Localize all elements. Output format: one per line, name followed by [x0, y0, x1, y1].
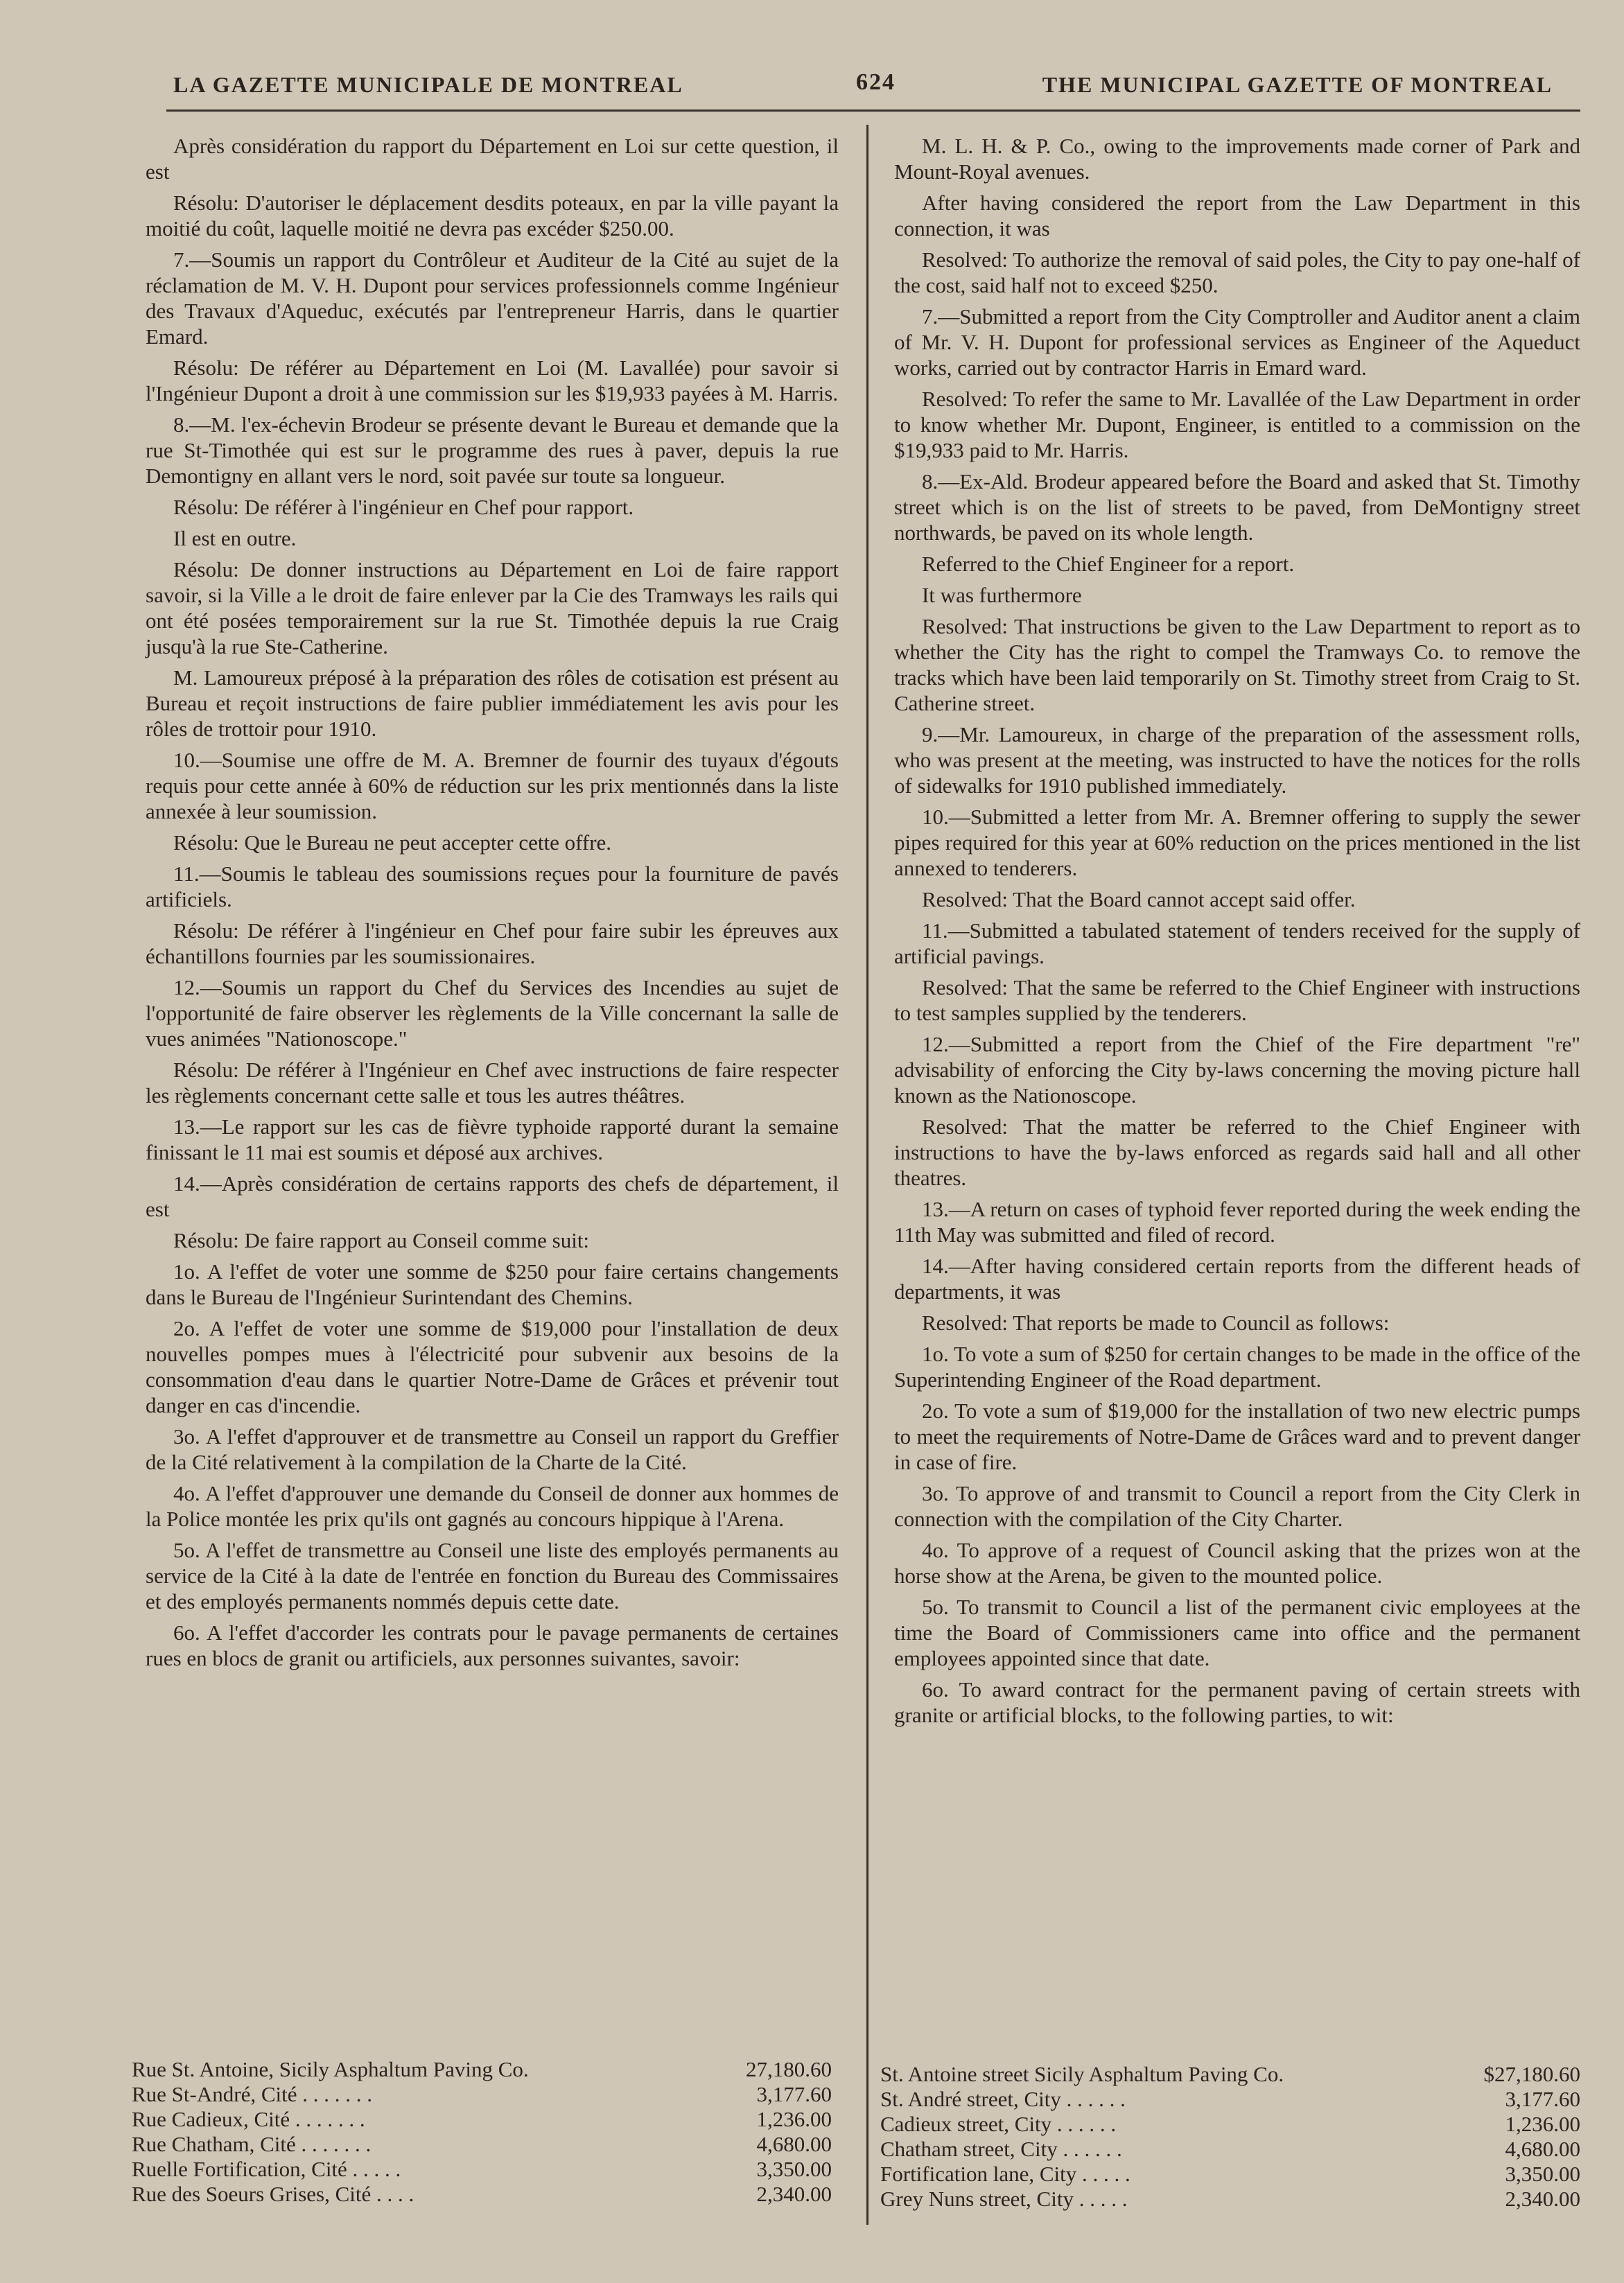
contract-amount: 1,236.00: [756, 2107, 832, 2131]
contract-amount: 27,180.60: [746, 2057, 832, 2081]
paragraph: 12.—Submitted a report from the Chief of the Fire department "re" advisability of enforcing the City by-laws concerning the moving picture hall known as the Nationoscope.: [894, 1032, 1580, 1108]
contract-row: [880, 2137, 1580, 2162]
paragraph: 13.—A return on cases of typhoid fever reported during the week ending the 11th May was submitted and filed of record.: [894, 1197, 1580, 1247]
english-column: [894, 133, 1580, 1733]
contract-row: [132, 2182, 832, 2207]
paragraph: 12.—Soumis un rapport du Chef du Services des Incendies au sujet de l'opportunité de faire observer les règlements de la Ville concernant la salle de vues animées "Nationoscope.": [146, 975, 839, 1051]
contract-row: [132, 2132, 832, 2157]
contract-street: Chatham street, City . . . . . .: [880, 2137, 1122, 2161]
paragraph: 5o. A l'effet de transmettre au Conseil une liste des employés permanents au service de la Cité à la date de l'entrée en fonction du Bureau des Commissaires et des employés permanents nommés depuis cette date.: [146, 1538, 839, 1613]
contract-amount: 2,340.00: [1505, 2187, 1580, 2211]
paragraph: 4o. To approve of a request of Council asking that the prizes won at the horse show at the Arena, be given to the mounted police.: [894, 1538, 1580, 1588]
paragraph: Résolu: D'autoriser le déplacement desdits poteaux, en par la ville payant la moitié du coût, laquelle moitié ne devra pas excéder $250.00.: [146, 191, 839, 240]
contract-row: [880, 2187, 1580, 2212]
paragraph: Résolu: De référer à l'Ingénieur en Chef avec instructions de faire respecter les règlements concernant cette salle et tous les autres théâtres.: [146, 1058, 839, 1108]
contract-street: St. André street, City . . . . . .: [880, 2087, 1126, 2111]
french-contracts-table: [132, 2057, 832, 2207]
paragraph: 4o. A l'effet d'approuver une demande du Conseil de donner aux hommes de la Police montée les prix qu'ils ont gagnés au concours hippique à l'Arena.: [146, 1481, 839, 1531]
paragraph: After having considered the report from the Law Department in this connection, it was: [894, 191, 1580, 240]
contract-street: Rue St-André, Cité . . . . . . .: [132, 2082, 372, 2106]
paragraph: 10.—Submitted a letter from Mr. A. Bremner offering to supply the sewer pipes required for this year at 60% reduction on the prices mentioned in the list annexed to tenderers.: [894, 805, 1580, 880]
page-number: 624: [856, 69, 896, 95]
paragraph: Resolved: That instructions be given to the Law Department to report as to whether the City has the right to compel the Tramways Co. to remove the tracks which have been laid temporarily on St. Timothy street from Craig to St. Catherine street.: [894, 614, 1580, 715]
paragraph: Resolved: To refer the same to Mr. Lavallée of the Law Department in order to know whether Mr. Dupont, Engineer, is entitled to a commission on the $19,933 paid to Mr. Harris.: [894, 387, 1580, 462]
contract-row: [880, 2162, 1580, 2187]
contract-street: Ruelle Fortification, Cité . . . . .: [132, 2157, 401, 2181]
contract-amount: 1,236.00: [1505, 2112, 1580, 2136]
english-contracts-table: [880, 2062, 1580, 2212]
paragraph: 14.—Après considération de certains rapports des chefs de département, il est: [146, 1171, 839, 1221]
paragraph: Resolved: That the Board cannot accept said offer.: [922, 887, 1356, 911]
paragraph: 2o. A l'effet de voter une somme de $19,000 pour l'installation de deux nouvelles pompes mues à l'électricité pour subvenir aux besoins de la consommation d'eau dans le quartier Notre-Dame de Grâces et prévenir tout danger en cas d'incendie.: [146, 1316, 839, 1417]
paragraph: 8.—Ex-Ald. Brodeur appeared before the Board and asked that St. Timothy street which is on the list of streets to be paved, from DeMontigny street northwards, be paved on its whole length.: [894, 469, 1580, 545]
contract-street: Cadieux street, City . . . . . .: [880, 2112, 1117, 2136]
paragraph: Referred to the Chief Engineer for a report.: [922, 552, 1295, 576]
contract-amount: 4,680.00: [756, 2132, 832, 2156]
contract-street: Grey Nuns street, City . . . . .: [880, 2187, 1128, 2211]
contract-amount: $27,180.60: [1483, 2062, 1580, 2086]
paragraph: 10.—Soumise une offre de M. A. Bremner de fournir des tuyaux d'égouts requis pour cette année à 60% de réduction sur les prix mentionnés dans la liste annexée à leur soumission.: [146, 748, 839, 823]
paragraph: 6o. A l'effet d'accorder les contrats pour le pavage permanents de certaines rues en blocs de granit ou artificiels, aux personnes suivantes, savoir:: [146, 1620, 839, 1670]
paragraph: Résolu: Que le Bureau ne peut accepter cette offre.: [173, 830, 612, 855]
contract-row: [132, 2082, 832, 2107]
contract-amount: 3,350.00: [1505, 2162, 1580, 2186]
contract-amount: 3,177.60: [756, 2082, 832, 2106]
header-french-title: LA GAZETTE MUNICIPALE DE MONTREAL: [173, 72, 683, 97]
paragraph: 3o. To approve of and transmit to Council a report from the City Clerk in connection with the compilation of the City Charter.: [894, 1481, 1580, 1531]
paragraph: Il est en outre.: [173, 526, 297, 550]
paragraph: 7.—Submitted a report from the City Comptroller and Auditor anent a claim of Mr. V. H. Dupont for professional services as Engineer of the Aqueduct works, carried out by contractor Harris in Emard ward.: [894, 304, 1580, 380]
paragraph: Résolu: De référer à l'ingénieur en Chef pour faire subir les épreuves aux échantillons fournies par les soumissionaires.: [146, 918, 839, 968]
header-rule: [166, 110, 1580, 112]
paragraph: 3o. A l'effet d'approuver et de transmettre au Conseil un rapport du Greffier de la Cité relativement à la compilation de la Charte de la Cité.: [146, 1424, 839, 1474]
paragraph: Résolu: De donner instructions au Département en Loi de faire rapport savoir, si la Ville a le droit de faire enlever par la Cie des Tramways les rails qui ont été posées temporairement sur la rue St. Timothée depuis la rue Craig jusqu'à la rue Ste-Catherine.: [146, 557, 839, 658]
paragraph: 5o. To transmit to Council a list of the permanent civic employees at the time the Board of Commissioners came into office and the permanent employees appointed since that date.: [894, 1595, 1580, 1670]
paragraph: 14.—After having considered certain reports from the different heads of departments, it was: [894, 1254, 1580, 1304]
paragraph: 11.—Soumis le tableau des soumissions reçues pour la fourniture de pavés artificiels.: [146, 861, 839, 911]
paragraph: 8.—M. l'ex-échevin Brodeur se présente devant le Bureau et demande que la rue St-Timothée qui est sur le programme des rues à paver, depuis la rue Demontigny en allant vers le nord, soit pavée sur toute sa longueur.: [146, 412, 839, 488]
contract-street: Rue des Soeurs Grises, Cité . . . .: [132, 2182, 414, 2206]
contract-amount: 2,340.00: [756, 2182, 832, 2206]
contract-row: [880, 2112, 1580, 2137]
contract-row: [132, 2107, 832, 2132]
paragraph: Resolved: That reports be made to Council as follows:: [922, 1311, 1390, 1335]
paragraph: Après considération du rapport du Département en Loi sur cette question, il est: [146, 134, 839, 184]
contract-row: [880, 2062, 1580, 2087]
contract-amount: 4,680.00: [1505, 2137, 1580, 2161]
contract-street: St. Antoine street Sicily Asphaltum Paving Co.: [880, 2062, 1284, 2086]
contract-row: [132, 2157, 832, 2182]
paragraph: 1o. To vote a sum of $250 for certain changes to be made in the office of the Superintending Engineer of the Road department.: [894, 1342, 1580, 1392]
contract-street: Rue St. Antoine, Sicily Asphaltum Paving Co.: [132, 2057, 529, 2081]
contract-amount: 3,350.00: [756, 2157, 832, 2181]
contract-street: Fortification lane, City . . . . .: [880, 2162, 1130, 2186]
contract-street: Rue Chatham, Cité . . . . . . .: [132, 2132, 372, 2156]
paragraph: 2o. To vote a sum of $19,000 for the installation of two new electric pumps to meet the requirements of Notre-Dame de Grâces ward and to prevent danger in case of fire.: [894, 1399, 1580, 1474]
paragraph: 6o. To award contract for the permanent paving of certain streets with granite or artificial blocks, to the following parties, to wit:: [894, 1677, 1580, 1727]
paragraph: Résolu: De référer au Département en Loi (M. Lavallée) pour savoir si l'Ingénieur Dupont a droit à une commission sur les $19,933 payées à M. Harris.: [146, 356, 839, 405]
paragraph: Resolved: To authorize the removal of said poles, the City to pay one-half of the cost, said half not to exceed $250.: [894, 247, 1580, 297]
column-divider: [866, 125, 868, 2225]
paragraph: 9.—Mr. Lamoureux, in charge of the preparation of the assessment rolls, who was present at the meeting, was instructed to have the notices for the rolls of sidewalks for 1910 published immediately.: [894, 722, 1580, 798]
paragraph: 13.—Le rapport sur les cas de fièvre typhoide rapporté durant la semaine finissant le 11 mai est soumis et déposé aux archives.: [146, 1114, 839, 1164]
french-column: [146, 133, 839, 1677]
paragraph: M. Lamoureux préposé à la préparation des rôles de cotisation est présent au Bureau et reçoit instructions de faire publier immédiatement les avis pour les rôles de trottoir pour 1910.: [146, 665, 839, 741]
paragraph: Résolu: De faire rapport au Conseil comme suit:: [173, 1228, 590, 1252]
paragraph: It was furthermore: [922, 583, 1082, 607]
contract-amount: 3,177.60: [1505, 2087, 1580, 2111]
paragraph: 11.—Submitted a tabulated statement of tenders received for the supply of artificial pavings.: [894, 918, 1580, 968]
paragraph: Résolu: De référer à l'ingénieur en Chef pour rapport.: [173, 495, 634, 519]
header-english-title: THE MUNICIPAL GAZETTE OF MONTREAL: [1042, 72, 1553, 97]
contract-row: [880, 2087, 1580, 2112]
paragraph: Resolved: That the same be referred to the Chief Engineer with instructions to test samples supplied by the tenderers.: [894, 975, 1580, 1025]
paragraph: 7.—Soumis un rapport du Contrôleur et Auditeur de la Cité au sujet de la réclamation de M. V. H. Dupont pour services professionnels comme Ingénieur des Travaux d'Aqueduc, exécutés par l'entrepreneur Harris, dans le quartier Emard.: [146, 247, 839, 349]
page-header: [173, 67, 1553, 108]
contract-row: [132, 2057, 832, 2082]
paragraph: M. L. H. & P. Co., owing to the improvements made corner of Park and Mount-Royal avenues.: [894, 134, 1580, 184]
paragraph: 1o. A l'effet de voter une somme de $250 pour faire certains changements dans le Bureau de l'Ingénieur Surintendant des Chemins.: [146, 1259, 839, 1309]
paragraph: Resolved: That the matter be referred to the Chief Engineer with instructions to have the by-laws enforced as regards said hall and all other theatres.: [894, 1114, 1580, 1190]
contract-street: Rue Cadieux, Cité . . . . . . .: [132, 2107, 365, 2131]
